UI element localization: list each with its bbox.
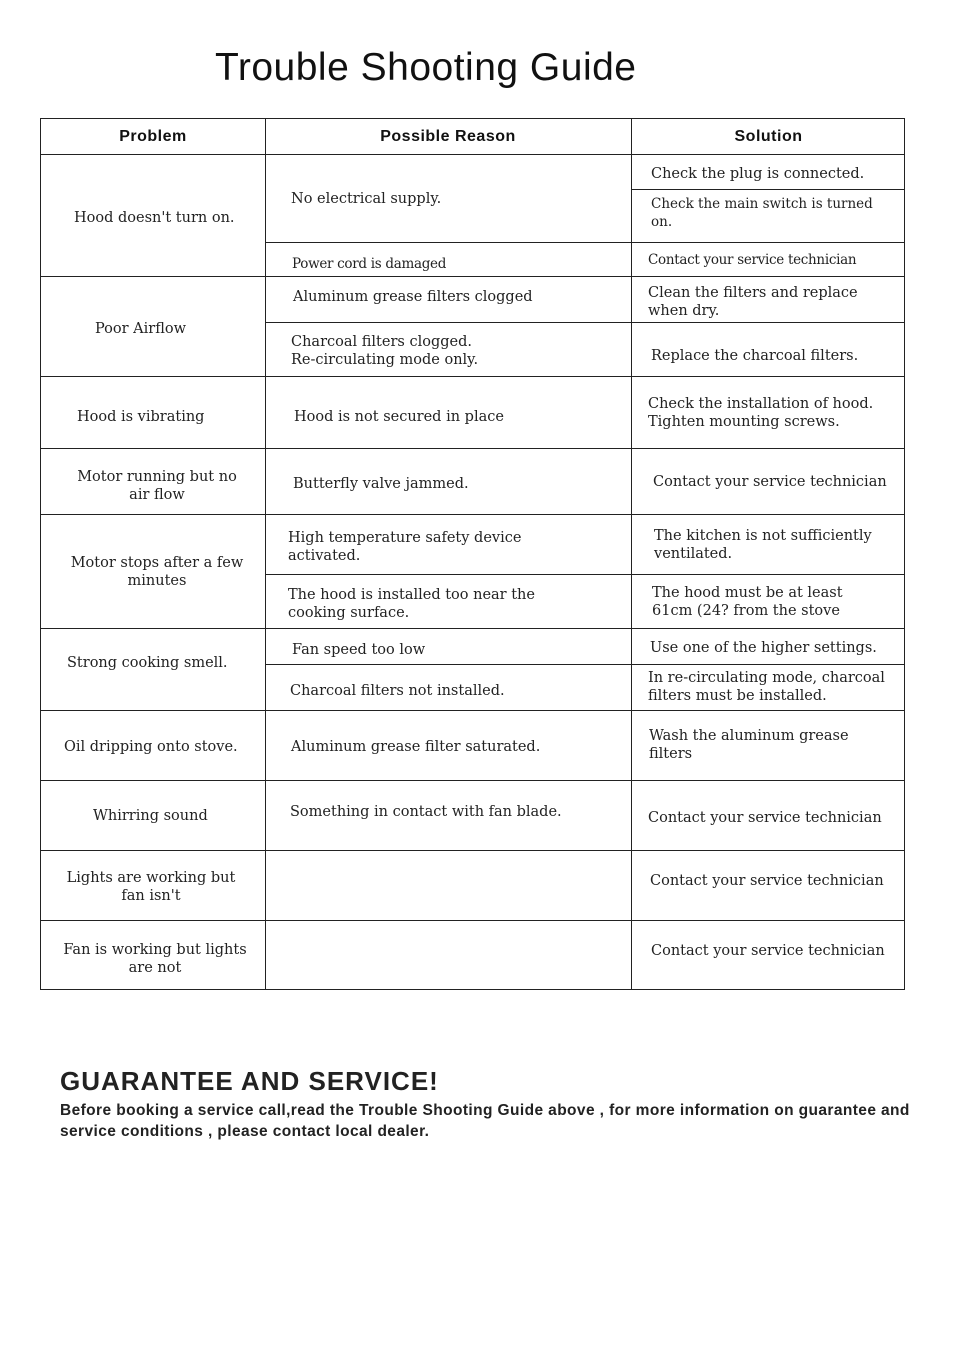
problem-cell: Hood is vibrating [77,409,205,425]
solution-cell: The kitchen is not sufficiently ventilated. [654,528,872,562]
reason-cell: No electrical supply. [291,191,442,207]
solution-cell: Wash the aluminum grease filters [649,728,849,762]
row-divider [41,514,904,515]
column-divider [631,119,632,989]
page-title: Trouble Shooting Guide [215,46,637,89]
solution-cell: Contact your service technician [650,873,884,889]
row-divider [41,780,904,781]
header-possible-reason: Possible Reason [380,128,516,145]
reason-cell: Aluminum grease filters clogged [293,289,533,305]
reason-cell: Power cord is damaged [292,256,447,272]
row-divider [41,276,904,277]
problem-cell: Oil dripping onto stove. [64,739,238,755]
reason-cell: Charcoal filters clogged. Re-circulating mode only. [291,334,479,368]
reason-cell: Hood is not secured in place [294,409,504,425]
reason-cell: Aluminum grease filter saturated. [291,739,541,755]
sub-row-divider [265,242,904,243]
problem-cell: Motor running but no air flow [77,469,237,503]
row-divider [41,376,904,377]
solution-cell: In re-circulating mode, charcoal filters must be installed. [648,670,885,704]
problem-cell: Hood doesn't turn on. [74,210,235,226]
row-divider [41,920,904,921]
reason-cell: Butterfly valve jammed. [293,476,469,492]
solution-cell: Check the installation of hood. Tighten mounting screws. [648,396,874,430]
row-divider [41,850,904,851]
guarantee-heading: GUARANTEE AND SERVICE! [60,1066,439,1096]
solution-cell: Use one of the higher settings. [650,640,877,656]
row-divider [41,710,904,711]
row-divider [41,448,904,449]
problem-cell: Whirring sound [93,808,208,824]
solution-cell: Check the plug is connected. [651,166,865,182]
reason-cell: Charcoal filters not installed. [290,683,505,699]
solution-cell: Contact your service technician [648,252,857,268]
reason-cell: Fan speed too low [292,642,426,658]
solution-cell: Replace the charcoal filters. [651,348,859,364]
reason-cell: High temperature safety device activated. [288,530,522,564]
sub-row-divider [631,189,904,190]
problem-cell: Fan is working but lights are not [63,942,247,976]
solution-cell: Contact your service technician [648,810,882,826]
guarantee-text: Before booking a service call,read the Trouble Shooting Guide above , for more information on guarantee and service conditions , please contact local dealer. [60,1102,910,1140]
reason-cell: Something in contact with fan blade. [290,804,562,820]
header-problem: Problem [119,128,187,145]
sub-row-divider [265,574,904,575]
solution-cell: Contact your service technician [653,474,887,490]
problem-cell: Poor Airflow [95,321,187,337]
solution-cell: Contact your service technician [651,943,885,959]
solution-cell: The hood must be at least 61cm (24? from the stove [652,585,843,619]
problem-cell: Motor stops after a few minutes [70,555,244,589]
sub-row-divider [265,322,904,323]
solution-cell: Check the main switch is turned on. [651,196,873,230]
reason-cell: The hood is installed too near the cooking surface. [288,587,535,621]
troubleshooting-table [40,118,905,990]
header-divider [41,154,904,155]
solution-cell: Clean the filters and replace when dry. [648,285,858,319]
header-solution: Solution [734,128,803,145]
sub-row-divider [265,664,904,665]
row-divider [41,628,904,629]
problem-cell: Strong cooking smell. [67,655,228,671]
problem-cell: Lights are working but fan isn't [66,870,236,904]
